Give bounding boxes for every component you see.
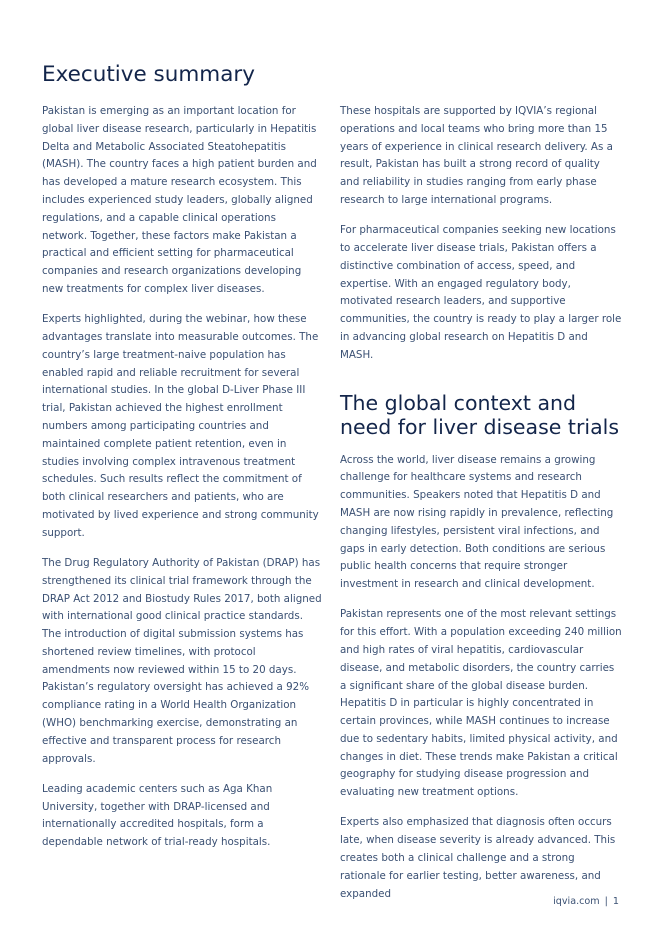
body-paragraph: Across the world, liver disease remains a growing challenge for healthcare systems and research communities. Speakers noted that Hepatitis D and MASH are now rising rapidly in prevalence, reflecting changing lifestyles, persistent viral infections, and gaps in early detection. Both conditions are serious public health concerns that require stronger investment in research and clinical development. xyxy=(340,453,614,591)
page-title: Executive summary xyxy=(42,62,255,87)
footer-separator: | xyxy=(604,896,608,907)
page-number: 1 xyxy=(612,896,619,907)
right-column xyxy=(340,103,622,916)
body-paragraph: Pakistan is emerging as an important location for global liver disease research, particularly in Hepatitis Delta and Metabolic Associated Steatohepatitis (MASH). The country faces a high patient burden and has developed a mature research ecosystem. This includes experienced study leaders, globally aligned regulations, and a capable clinical operations network. Together, these factors make Pakistan a practical and efficient setting for pharmaceutical companies and research organizations developing new treatments for complex liver diseases. xyxy=(42,105,317,295)
body-paragraph: Pakistan represents one of the most relevant settings for this effort. With a population exceeding 240 million and high rates of viral hepatitis, cardiovascular disease, and metabolic disorders, the country carries a significant share of the global disease burden. Hepatitis D in particular is highly concentrated in certain provinces, while MASH continues to increase due to sedentary habits, limited physical activity, and changes in diet. These trends make Pakistan a critical geography for studying disease progression and evaluating new treatment options. xyxy=(340,608,622,799)
section-heading: The global context and need for liver disease trials xyxy=(340,390,620,440)
body-paragraph: The Drug Regulatory Authority of Pakistan (DRAP) has strengthened its clinical trial framework through the DRAP Act 2012 and Biostudy Rules 2017, both aligned with international good clinical practice standards. The introduction of digital submission systems has shortened review timelines, with protocol amendments now reviewed within 15 to 20 days. Pakistan’s regulatory oversight has achieved a 92% compliance rating in a World Health Organization (WHO) benchmarking exercise, demonstrating an effective and transparent process for research approvals. xyxy=(42,556,322,765)
body-paragraph: Experts also emphasized that diagnosis often occurs late, when disease severity is already advanced. This creates both a clinical challenge and a strong rationale for earlier testing, better awareness, and expanded xyxy=(340,816,616,900)
body-paragraph: These hospitals are supported by IQVIA’s regional operations and local teams who bring more than 15 years of experience in clinical research delivery. As a result, Pakistan has built a strong record of quality and reliability in studies ranging from early phase research to large international programs. xyxy=(340,105,613,206)
page-footer xyxy=(553,895,619,909)
left-column xyxy=(42,103,324,864)
body-paragraph: For pharmaceutical companies seeking new locations to accelerate liver disease trials, Pakistan offers a distinctive combination of access, speed, and expertise. With an engaged regulatory body, motivated research leaders, and supportive communities, the country is ready to play a larger role in advancing global research on Hepatitis D and MASH. xyxy=(340,224,622,361)
body-paragraph: Experts highlighted, during the webinar, how these advantages translate into measurable outcomes. The country’s large treatment-naive population has enabled rapid and reliable recruitment for several international studies. In the global D-Liver Phase III trial, Pakistan achieved the highest enrollment numbers among participating countries and maintained complete patient retention, even in studies involving complex intravenous treatment schedules. Such results reflect the commitment of both clinical researchers and patients, who are motivated by lived experience and strong community support. xyxy=(42,313,319,539)
body-paragraph: Leading academic centers such as Aga Khan University, together with DRAP-licensed and internationally accredited hospitals, form a dependable network of trial-ready hospitals. xyxy=(42,782,273,849)
footer-site-link[interactable]: iqvia.com xyxy=(553,896,600,907)
